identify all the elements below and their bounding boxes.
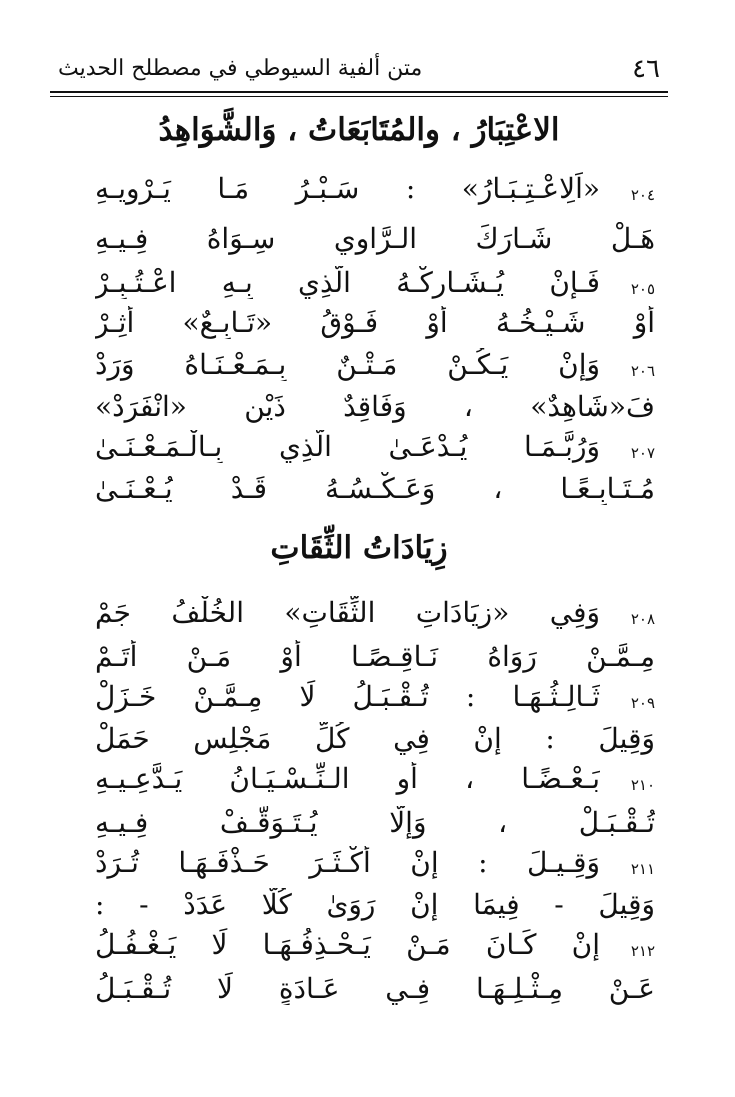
section-heading: زِيَادَاتُ الثِّقَاتِ (270, 530, 448, 566)
verse-first-hemistich: وَفِي «زِيَادَاتِ الثِّقَاتِ» الخُلْفُ جَمْ (95, 596, 600, 629)
verse-first-hemistich: «اَلِاعْـتِـبَـارُ» : سَـبْـرُ مَـا يَـرْوِيـهِ (95, 172, 600, 205)
verse-number: ٢١٢ (630, 942, 655, 960)
verse-number: ٢٠٨ (630, 610, 655, 628)
verse-first-hemistich: فَـإِنْ يُـشَـارِكْـهُ الَّذِي بِـهِ اعْـتُـبِـرْ (95, 266, 600, 299)
verse-second-hemistich: مُـتَـابِـعًـا ، وَعَـكْـسُـهُ قَـدْ يُـعْـنَـىٰ (95, 472, 655, 505)
verse-number: ٢٠٥ (630, 280, 655, 298)
verse-second-hemistich: وَقِيلَ : إِنْ فِي كُلِّ مَجْلِسٍ حَمَلْ (95, 722, 655, 755)
header-rule-thin (50, 96, 668, 97)
book-title: متن ألفية السيوطي في مصطلح الحديث (58, 56, 423, 81)
verse-first-hemistich: وَرُبَّـمَـا يُـدْعَـىٰ الَّذِي بِـالْـمَـعْـنَـىٰ (95, 430, 600, 463)
verse-first-hemistich: بَـعْـضًـا ، أَوِ الـنِّـسْـيَـانُ يَـدَّعِـيـهِ (95, 762, 600, 795)
section-heading: الاعْتِبَارُ ، والمُتَابَعَاتُ ، وَالشَّوَاهِدُ (158, 112, 560, 148)
verse-number: ٢٠٧ (630, 444, 655, 462)
verse-first-hemistich: وَإِنْ يَـكُـنْ مَـتْـنٌ بِـمَـعْـنَـاهُ وَرَدْ (95, 348, 600, 381)
header-rule-thick (50, 91, 668, 93)
verse-number: ٢١١ (630, 860, 655, 878)
page-number: ٤٦ (632, 54, 660, 84)
verse-number: ٢١٠ (630, 776, 655, 794)
verse-second-hemistich: وَقِيلَ - فِيمَا إِنْ رَوَىٰ كُلًّا عَدَدْ - : (95, 888, 655, 921)
verse-second-hemistich: تُـقْـبَـلْ ، وَإِلَّا يُـتَـوَقَّـفْ فِـيـهِ (95, 806, 655, 839)
verse-number: ٢٠٦ (630, 362, 655, 380)
verse-second-hemistich: أَوْ شَـيْـخُـهُ أَوْ فَـوْقُ «تَـابِـعٌ» أُثِـرْ (95, 306, 655, 339)
verse-first-hemistich: إِنْ كَـانَ مَـنْ يَـحْـذِفُـهَـا لَا يَـغْـفُـلُ (95, 928, 600, 961)
verse-second-hemistich: مِـمَّـنْ رَوَاهُ نَـاقِـصًـا أَوْ مَـنْ أَتَـمْ (95, 640, 655, 673)
verse-second-hemistich: هَـلْ شَـارَكَ الـرَّاوِي سِـوَاهُ فِـيـهِ (95, 222, 655, 255)
verse-first-hemistich: ثَـالِـثُـهَـا : تُـقْـبَـلُ لَا مِـمَّـنْ خَـزَلْ (95, 680, 600, 713)
verse-second-hemistich: عَـنْ مِـثْـلِـهَـا فِـي عَـادَةٍ لَا تُـقْـبَـلُ (95, 972, 655, 1005)
verse-second-hemistich: فَ«شَاهِدٌ» ، وَفَاقِدٌ ذَيْنِ «انْفَرَدْ» (95, 390, 655, 423)
verse-number: ٢٠٤ (630, 186, 655, 204)
running-header (58, 52, 660, 90)
verse-number: ٢٠٩ (630, 694, 655, 712)
verse-first-hemistich: وَقِـيـلَ : إِنْ أَكْـثَـرَ حَـذْفَـهَـا تُـرَدْ (95, 846, 600, 879)
